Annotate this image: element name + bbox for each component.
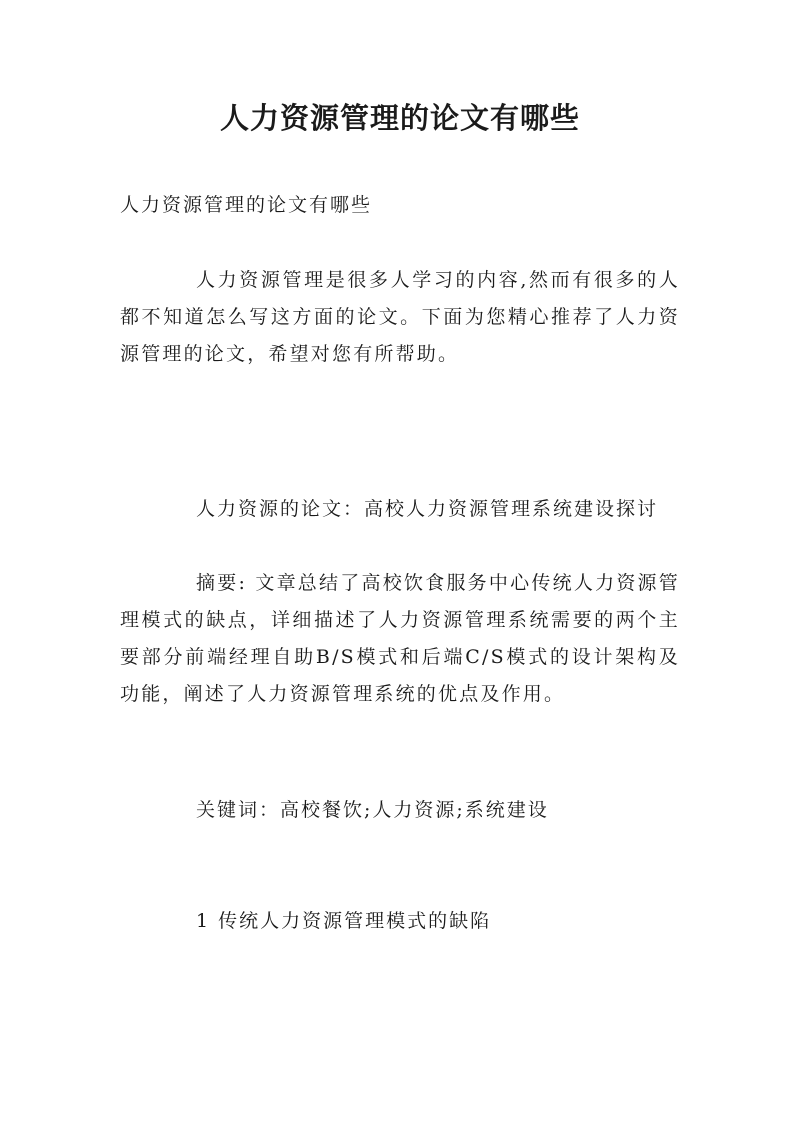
abstract-paragraph: 摘要: 文章总结了高校饮食服务中心传统人力资源管理模式的缺点，详细描述了人力资源管理系统需要的两个主要部分前端经理自助B/S模式和后端C/S模式的设计架构及功能，阐述了人力资源管理系统的优点及作用。 — [120, 572, 680, 705]
page-title: 人力资源管理的论文有哪些 — [219, 101, 580, 135]
section-heading: 1 传统人力资源管理模式的缺陷 — [196, 910, 492, 932]
essay-heading: 人力资源的论文：高校人力资源管理系统建设探讨 — [196, 498, 659, 520]
keywords-line: 关键词：高校餐饮;人力资源;系统建设 — [196, 799, 549, 821]
document-subtitle: 人力资源管理的论文有哪些 — [120, 194, 373, 216]
intro-paragraph: 人力资源管理是很多人学习的内容,然而有很多的人都不知道怎么写这方面的论文。下面为您精心推荐了人力资源管理的论文，希望对您有所帮助。 — [120, 269, 680, 365]
